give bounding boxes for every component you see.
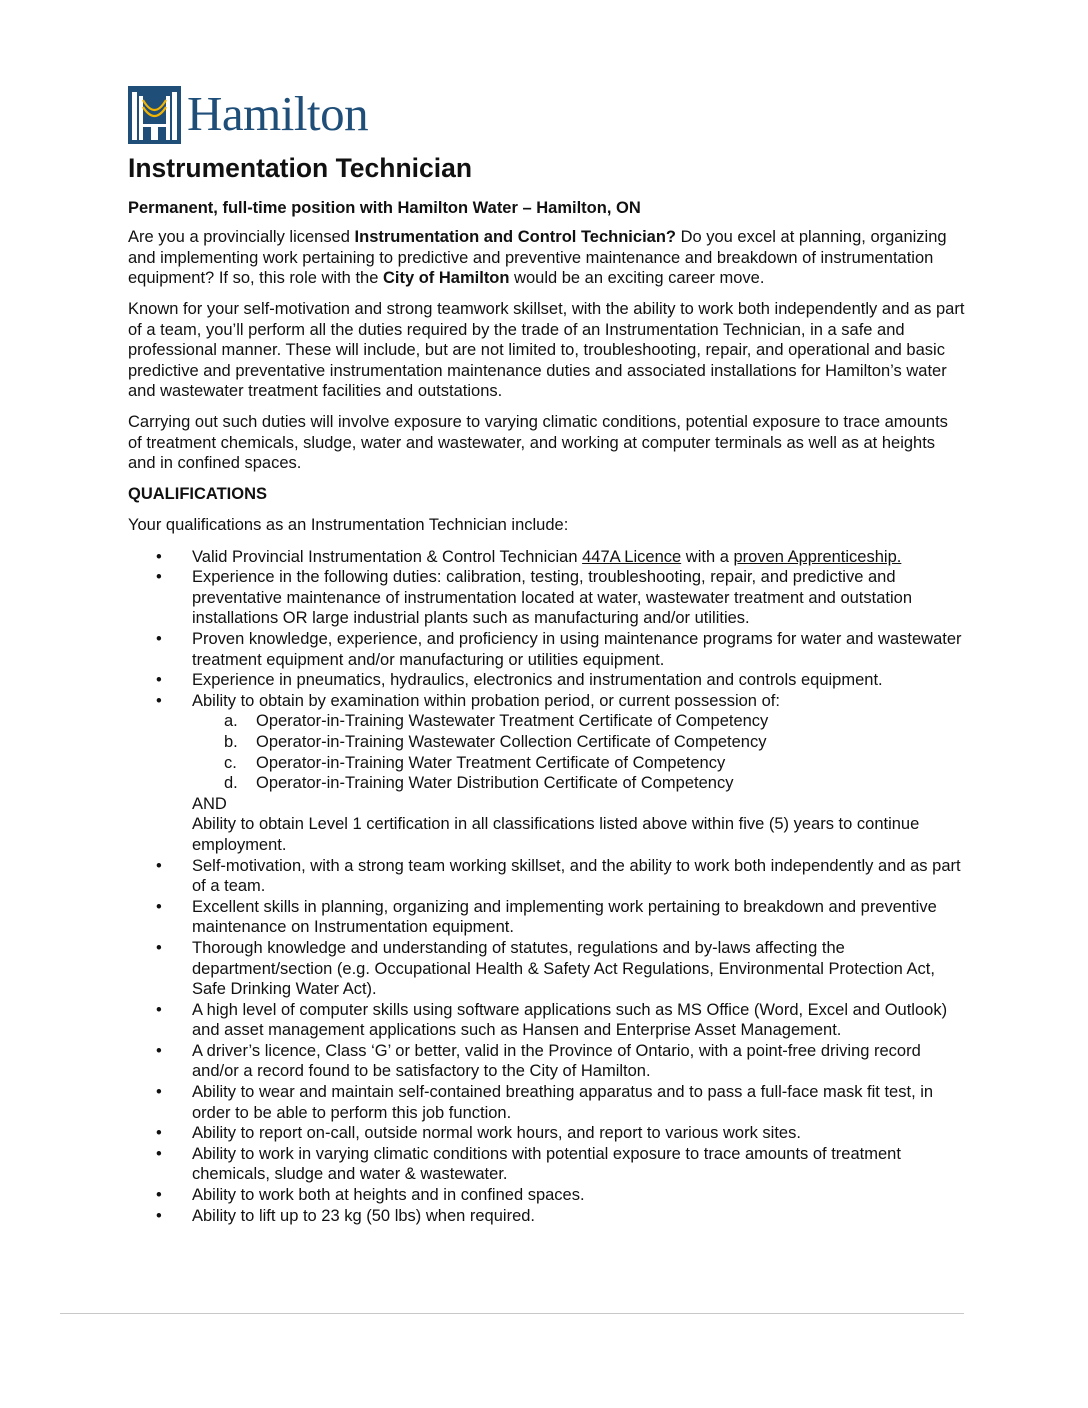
position-subtitle: Permanent, full-time position with Hamilton Water – Hamilton, ON: [128, 198, 641, 217]
certificate-item: b. Operator-in-Training Wastewater Collection Certificate of Competency: [224, 732, 767, 751]
list-item: • Ability to report on-call, outside normal work hours, and report to various work sites.: [128, 1123, 966, 1144]
and-connector: AND: [192, 794, 227, 813]
list-item: • A driver’s licence, Class ‘G’ or better, valid in the Province of Ontario, with a point-free driving record and/or a record found to be satisfactory to the City of Hamilton.: [128, 1041, 966, 1082]
list-item: • Proven knowledge, experience, and proficiency in using maintenance programs for water and wastewater treatment equipment and/or manufacturing or utilities equipment.: [128, 629, 966, 670]
hamilton-bridge-logo-icon: [128, 86, 181, 144]
hamilton-logo: [128, 86, 368, 144]
qualifications-lead: Your qualifications as an Instrumentation Technician include:: [128, 516, 569, 535]
list-item: • Self-motivation, with a strong team working skillset, and the ability to work both independently and as part of a team.: [128, 856, 966, 897]
footer-divider: [60, 1313, 964, 1314]
list-item: • Thorough knowledge and understanding of statutes, regulations and by-laws affecting the department/section (e.g. Occupational Health & Safety Act Regulations, Environmental Protection Act, Safe Drinking Water Act).: [128, 938, 966, 1000]
list-item: • Ability to obtain by examination within probation period, or current possession of: a. Operator-in-Training Wastewater Treatment Certificate of Competency b. Operator-in-Training Wastewater Collection Certificate of Competency c. Operator-in-Training Water Treatment Certificate of Competency d. Operator-in-Training Water Distribution Certificate of Competency AND Ability to obtain Level 1 certification in all classifications listed above within five (5) years to continue employment.: [128, 691, 966, 856]
apprenticeship-link[interactable]: proven Apprenticeship.: [733, 547, 902, 566]
list-item: • Ability to lift up to 23 kg (50 lbs) when required.: [128, 1206, 966, 1227]
list-item: • Ability to work in varying climatic conditions with potential exposure to trace amounts of treatment chemicals, sludge and water & wastewater.: [128, 1144, 966, 1185]
certificate-list: [192, 711, 966, 793]
list-item: • Valid Provincial Instrumentation & Control Technician 447A Licence with a proven Apprenticeship.: [128, 547, 966, 568]
list-item: • Experience in the following duties: calibration, testing, troubleshooting, repair, and predictive and preventative maintenance of instrumentation located at water, wastewater treatment and outstation installations OR large industrial plants such as manufacturing and/or utilities.: [128, 567, 966, 629]
list-item: • Ability to work both at heights and in confined spaces.: [128, 1185, 966, 1206]
job-title: Instrumentation Technician: [128, 153, 473, 183]
certificate-item: d. Operator-in-Training Water Distribution Certificate of Competency: [224, 774, 734, 793]
qualifications-list: [128, 547, 966, 1227]
licence-link[interactable]: 447A Licence: [582, 547, 682, 566]
logo-wordmark: Hamilton: [187, 85, 369, 141]
qualifications-heading: QUALIFICATIONS: [128, 484, 268, 503]
intro-paragraph-2: Known for your self-motivation and strong teamwork skillset, with the ability to work both independently and as part of a team, you’ll perform all the duties required by the trade of an Instrumentation Technician, in a safe and professional manner. These will include, but are not limited to, troubleshooting, repair, and operational and basic predictive and preventative instrumentation maintenance duties and associated installations for Hamilton’s water and wastewater treatment facilities and outstations.: [128, 300, 965, 401]
list-item: • A high level of computer skills using software applications such as MS Office (Word, Excel and Outlook) and asset management applications such as Hansen and Enterprise Asset Management.: [128, 1000, 966, 1041]
list-item: • Ability to wear and maintain self-contained breathing apparatus and to pass a full-face mask fit test, in order to be able to perform this job function.: [128, 1082, 966, 1123]
certificate-item: c. Operator-in-Training Water Treatment Certificate of Competency: [224, 753, 726, 772]
certificate-item: a. Operator-in-Training Wastewater Treatment Certificate of Competency: [224, 712, 769, 731]
job-posting: [128, 153, 966, 1226]
list-item: • Experience in pneumatics, hydraulics, electronics and instrumentation and controls equipment.: [128, 670, 966, 691]
intro-paragraph-3: Carrying out such duties will involve exposure to varying climatic conditions, potential exposure to trace amounts of treatment chemicals, sludge, water and wastewater, and working at computer terminals as well as at heights and in confined spaces.: [128, 412, 948, 473]
intro-paragraph-1: Are you a provincially licensed Instrumentation and Control Technician? Do you excel at planning, organizing and implementing work pertaining to predictive and preventive maintenance and breakdown of instrumentation equipment? If so, this role with the City of Hamilton would be an exciting career move.: [128, 228, 947, 288]
list-item: • Excellent skills in planning, organizing and implementing work pertaining to breakdown and preventive maintenance on Instrumentation equipment.: [128, 897, 966, 938]
